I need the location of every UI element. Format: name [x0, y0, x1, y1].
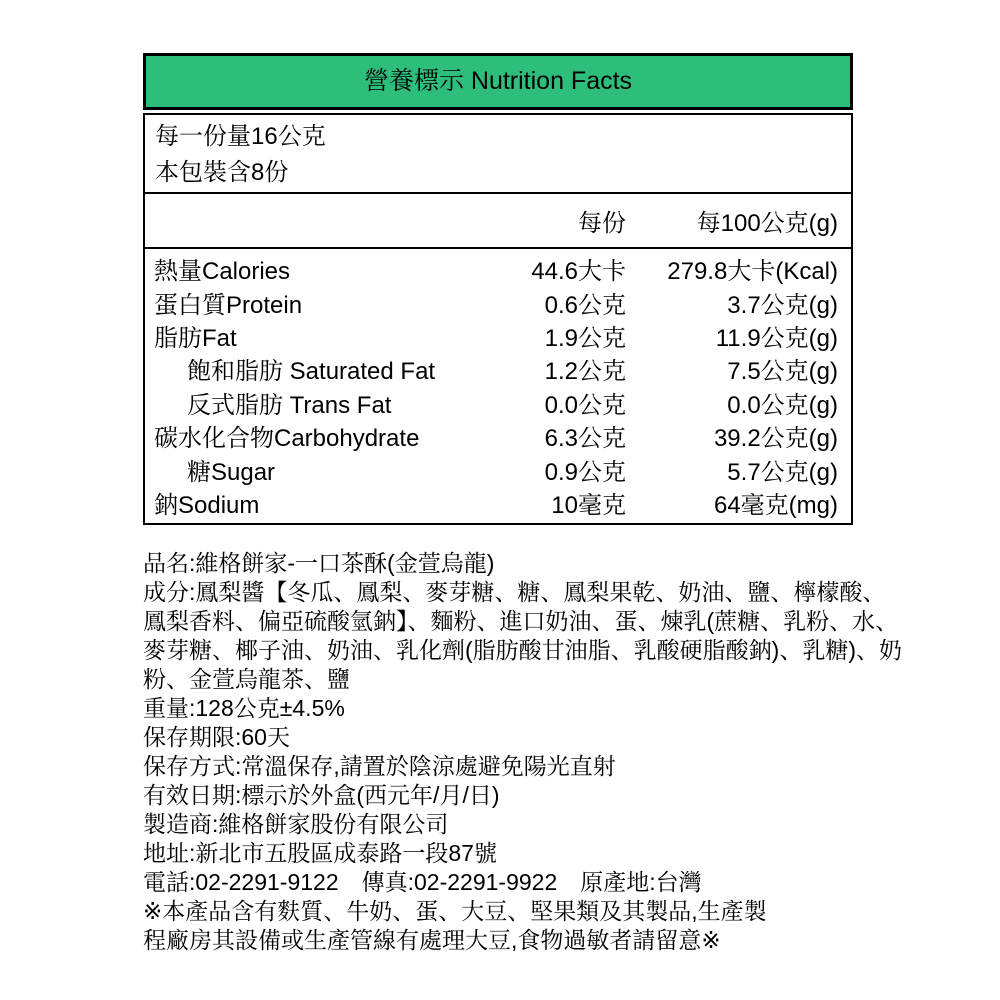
column-header-row: [145, 194, 851, 249]
nutrient-label: 反式脂肪 Trans Fat: [187, 391, 392, 419]
nutrient-per-100g: 0.0公克(g): [727, 391, 838, 419]
nutrient-per-100g: 11.9公克(g): [715, 324, 838, 352]
nutrient-label: 脂肪Fat: [154, 324, 237, 352]
table-row-calories: [145, 252, 851, 285]
info-line-ingredients-1: 成分:鳳梨醬【冬瓜、鳳梨、麥芽糖、糖、鳳梨果乾、奶油、鹽、檸檬酸、: [143, 579, 886, 605]
info-line-weight: 重量:128公克±4.5%: [143, 695, 345, 721]
table-row-sodium: [145, 486, 851, 519]
info-line-allergen-2: 程廠房其設備或生產管線有處理大豆,食物過敏者請留意※: [143, 927, 721, 953]
nutrient-per-serving: 0.0公克: [544, 391, 626, 419]
product-info-block: [143, 549, 902, 955]
nutrient-per-serving: 6.3公克: [544, 425, 626, 453]
info-line-product-name: 品名:維格餅家-一口茶酥(金萱烏龍): [143, 550, 495, 576]
nutrient-label: 飽和脂肪 Saturated Fat: [187, 358, 436, 386]
nutrient-per-100g: 279.8大卡(Kcal): [667, 258, 838, 286]
nutrient-per-serving: 10毫克: [551, 491, 626, 519]
nutrient-per-100g: 7.5公克(g): [727, 358, 838, 386]
table-row-fat: [145, 319, 851, 352]
nutrient-label: 糖Sugar: [187, 458, 276, 486]
info-line-shelf-life: 保存期限:60天: [143, 724, 290, 750]
info-line-phone-fax-origin: 電話:02-2291-9122 傳真:02-2291-9922 原產地:台灣: [143, 869, 702, 895]
nutrition-facts-table: [143, 53, 853, 525]
table-row-carbohydrate: [145, 419, 851, 452]
nutrient-per-serving: 1.9公克: [544, 324, 626, 352]
nutrient-per-serving: 44.6大卡: [531, 258, 626, 286]
nutrient-rows: [145, 249, 851, 523]
table-row-protein: [145, 285, 851, 318]
nutrient-label: 熱量Calories: [154, 258, 291, 286]
table-row-saturated-fat: [145, 352, 851, 385]
nutrient-per-100g: 3.7公克(g): [727, 291, 838, 319]
table-title-bar: [143, 53, 853, 110]
info-line-allergen-1: ※本產品含有麩質、牛奶、蛋、大豆、堅果類及其製品,生產製: [143, 898, 767, 924]
column-header-per-100g: 每100公克(g): [696, 210, 838, 237]
nutrient-per-serving: 0.9公克: [544, 458, 626, 486]
info-line-storage: 保存方式:常溫保存,請置於陰涼處避免陽光直射: [143, 753, 616, 779]
info-line-manufacturer: 製造商:維格餅家股份有限公司: [143, 811, 449, 837]
info-line-expiry: 有效日期:標示於外盒(西元年/月/日): [143, 782, 500, 808]
table-row-trans-fat: [145, 386, 851, 419]
nutrient-per-100g: 5.7公克(g): [727, 458, 838, 486]
info-line-ingredients-2: 鳳梨香料、偏亞硫酸氫鈉】、麵粉、進口奶油、蛋、煉乳(蔗糖、乳粉、水、: [143, 608, 899, 634]
nutrient-per-100g: 39.2公克(g): [713, 425, 838, 453]
serving-size-line: 每一份量16公克: [155, 123, 326, 150]
table-main-box: [143, 113, 853, 525]
nutrient-per-100g: 64毫克(mg): [713, 491, 838, 519]
info-line-address: 地址:新北市五股區成泰路一段87號: [143, 840, 497, 866]
info-line-ingredients-4: 粉、金萱烏龍茶、鹽: [143, 666, 350, 692]
nutrient-per-serving: 1.2公克: [544, 358, 626, 386]
column-header-per-serving: 每份: [578, 210, 626, 237]
table-title: 營養標示 Nutrition Facts: [363, 67, 633, 95]
nutrient-per-serving: 0.6公克: [544, 291, 626, 319]
info-line-ingredients-3: 麥芽糖、椰子油、奶油、乳化劑(脂肪酸甘油脂、乳酸硬脂酸鈉)、乳糖)、奶: [143, 637, 902, 663]
nutrient-label: 碳水化合物Carbohydrate: [154, 425, 420, 453]
table-row-sugar: [145, 452, 851, 485]
servings-per-package-line: 本包裝含8份: [155, 159, 289, 186]
nutrient-label: 鈉Sodium: [154, 491, 260, 519]
nutrient-label: 蛋白質Protein: [154, 291, 303, 319]
serving-info-section: [145, 115, 851, 194]
